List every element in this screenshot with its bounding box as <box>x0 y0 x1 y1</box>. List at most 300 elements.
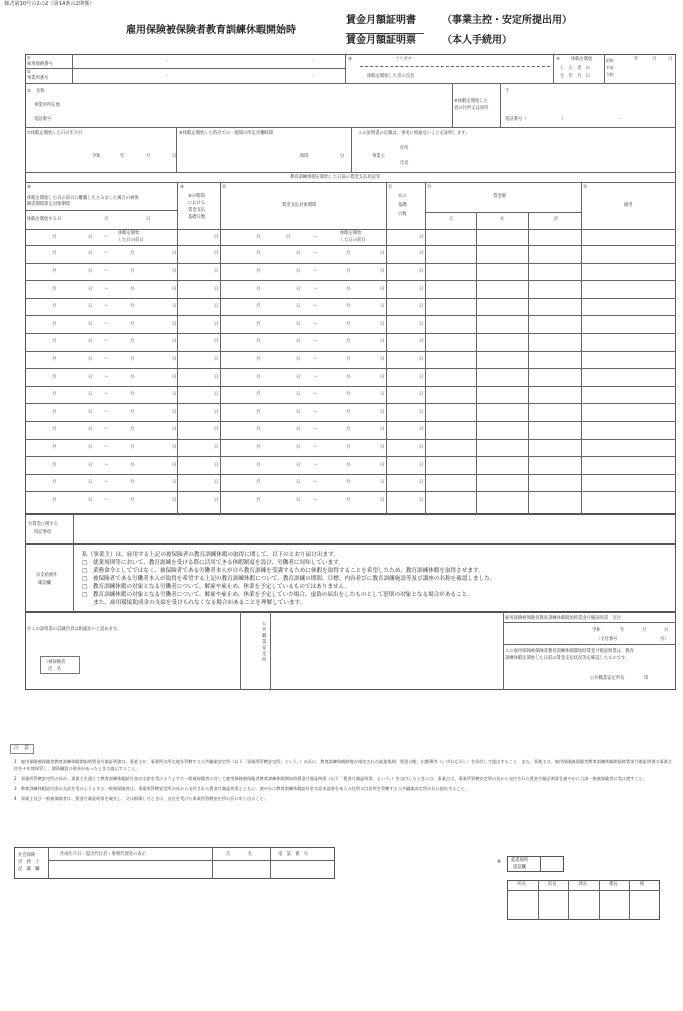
day-unit: 日 <box>172 268 177 274</box>
tilde: ～ <box>313 374 318 380</box>
month-unit: 月 <box>52 409 57 415</box>
table-row[interactable] <box>26 403 676 420</box>
field-num-3: ③ <box>348 57 352 62</box>
table-row[interactable] <box>26 298 676 315</box>
day-unit: 日 <box>419 235 424 240</box>
requirements-label: ⑯支給要件 <box>36 573 58 578</box>
day-unit: 日 <box>296 497 301 503</box>
table-row[interactable] <box>26 368 676 385</box>
month-unit: 月 <box>130 356 135 362</box>
note-item: 3 教育訓練休暇給付金の支給を受けようとする一般被保険者は、事業所管轄安定所の長から交付された賃金月額証明票とともに、速やかに教育訓練休暇給付金支給申請書を本人の住所又は居所を管轄する公共職業安定所の長に提出すること。 <box>14 786 469 791</box>
month-unit: 月 <box>130 286 135 292</box>
era-heisei: 平成 <box>606 65 614 70</box>
year-unit: 年 <box>634 57 639 62</box>
row-divider <box>425 212 581 213</box>
day-unit: 日 <box>419 374 424 380</box>
office-tel-label: 電話番号 <box>34 117 52 122</box>
col-divider <box>351 127 352 172</box>
day-unit: 日 <box>172 444 177 450</box>
day-unit: 日 <box>88 462 93 468</box>
row-divider <box>25 210 177 211</box>
day-unit: 日 <box>88 444 93 450</box>
office-number-label: 事業所番号 <box>27 76 49 81</box>
month-unit: 月 <box>130 497 135 503</box>
day-unit: 日 <box>296 304 301 310</box>
day-unit: 日 <box>88 392 93 398</box>
col-divider <box>240 612 241 690</box>
col-b-label: Ⓑ <box>500 217 505 222</box>
month-unit: 月 <box>256 268 261 274</box>
table-row[interactable] <box>26 456 676 473</box>
day-unit: 日 <box>214 427 219 433</box>
dash: - <box>312 59 314 64</box>
tilde: ～ <box>313 480 318 486</box>
col-divider <box>72 54 73 83</box>
tilde: ～ <box>104 286 109 292</box>
day-unit: 日 <box>419 427 424 433</box>
day-unit: 日 <box>88 339 93 345</box>
day-unit: 日 <box>172 462 177 468</box>
month-unit: 月 <box>346 480 351 486</box>
tilde: ～ <box>104 497 109 503</box>
table-row[interactable] <box>26 315 676 332</box>
month-unit: 月 <box>52 444 57 450</box>
tilde: ～ <box>104 251 109 257</box>
day-unit: 日 <box>380 304 385 310</box>
consultant-col-name: 氏 名 <box>226 852 252 857</box>
requirements-label: 確認欄 <box>38 581 51 586</box>
row-divider <box>25 83 676 84</box>
tilde: ～ <box>313 462 318 468</box>
start-day-label: 休暇を開始する日 <box>27 217 62 222</box>
day-unit: 日 <box>296 286 301 292</box>
month-unit: 月 <box>130 251 135 257</box>
declaration-checkbox[interactable]: □ 就業規則等において、教育訓練を受ける際に活用できる休暇制度を設け、労働者に周知しています。 <box>82 560 344 566</box>
table-row[interactable] <box>26 333 676 350</box>
pay-period-label: 賃金支払対象期間 <box>282 203 317 208</box>
row-divider <box>25 172 676 173</box>
table-row[interactable] <box>26 421 676 438</box>
receipt-title: 雇用保険被保険者教育訓練休暇開始時賃金月額証明書 交付 <box>505 616 622 621</box>
tilde: ～ <box>313 286 318 292</box>
address-label: ⑥休暇を開始した <box>454 99 488 104</box>
tilde: ～ <box>104 444 109 450</box>
consultant-label: 記 載 欄 <box>18 867 40 872</box>
field-num-12: ⑫ <box>388 185 393 190</box>
issue-number-close: 号） <box>660 637 669 642</box>
birthdate-label: 生 年 月 日 <box>560 74 591 79</box>
birthdate-label: 休暇を開始 <box>571 57 593 62</box>
col-a-label: Ⓐ <box>449 217 454 222</box>
declaration-checkbox[interactable]: □ 教育訓練休暇の対象となる労働者について、解雇や雇止め、休業を予定しているものではありません。 <box>82 584 351 590</box>
month-unit: 月 <box>346 356 351 362</box>
base-days-label-12: ⑪の <box>398 194 407 199</box>
tilde: ～ <box>104 356 109 362</box>
dash: - <box>166 59 168 64</box>
day-unit: 日 <box>419 392 424 398</box>
col-divider <box>176 127 177 172</box>
month-unit: 月 <box>256 321 261 327</box>
name-label: 休暇を開始した者の氏名 <box>367 74 415 79</box>
title-separator <box>346 33 424 34</box>
table-row[interactable] <box>26 491 676 508</box>
employer-label: 事業主 <box>372 154 385 159</box>
day-unit: 日 <box>419 339 424 345</box>
tilde: ～ <box>313 304 318 310</box>
tilde: ～ <box>313 268 318 274</box>
day-unit: 日 <box>172 374 177 380</box>
office-number-input[interactable] <box>72 69 344 82</box>
tel-dash: － <box>617 117 622 122</box>
consultant-input[interactable] <box>50 862 334 878</box>
day-unit: 日 <box>296 392 301 398</box>
day-unit: 日 <box>146 217 151 222</box>
tel-label: 電話番号（ <box>505 117 527 122</box>
month-unit: 月 <box>256 462 261 468</box>
row-divider <box>48 860 335 861</box>
era-reiwa: 令和 <box>606 72 614 77</box>
month-unit: 月 <box>130 304 135 310</box>
receipt-text: この雇用保険被保険者教育訓練休暇開始時賃金月額証明票は、教育 <box>505 649 634 654</box>
tilde: ～ <box>104 409 109 415</box>
field-num-9: ⑨ <box>27 185 31 190</box>
month-unit: 月 <box>256 251 261 257</box>
office-chief-label: 公共職業安定所長 <box>590 676 625 681</box>
day-unit: 日 <box>214 374 219 380</box>
row-divider <box>503 622 676 623</box>
month-unit: 月 <box>52 462 57 468</box>
receipt-text: 訓練休暇を開始した日前の賃金支払状況等を確認したものです。 <box>505 656 630 661</box>
month-unit: 月 <box>130 374 135 380</box>
employer-address-label: 住所 <box>400 146 409 151</box>
stamp-col-label: 課長 <box>578 882 588 887</box>
day-unit: 日 <box>296 251 301 257</box>
day-unit: 日 <box>88 374 93 380</box>
day-unit: 日 <box>380 251 385 257</box>
day-unit: 日 <box>296 321 301 327</box>
col-divider <box>48 847 49 879</box>
field-num-4: ④ <box>556 57 560 62</box>
row-divider <box>25 182 676 183</box>
field-num-13: ⑬ <box>427 185 432 190</box>
day-unit: 日 <box>214 462 219 468</box>
field-num-14: ⑭ <box>583 185 588 190</box>
day-unit: 日 <box>88 268 93 274</box>
month-unit: 月 <box>52 427 57 433</box>
day-unit: 日 <box>664 628 669 633</box>
day-unit: 日 <box>214 409 219 415</box>
col-divider <box>604 54 605 83</box>
day-unit: 日 <box>172 409 177 415</box>
notes-heading: 注 意 <box>14 745 30 751</box>
tilde: ～ <box>313 427 318 433</box>
remarks-label: 備考 <box>624 203 633 208</box>
table-row[interactable] <box>26 263 676 280</box>
col-divider <box>270 612 271 690</box>
month-unit: 月 <box>52 304 57 310</box>
consultant-label: 社会保険 <box>18 853 36 858</box>
insurance-number-label: 雇用保険番号 <box>27 62 53 67</box>
furigana-input[interactable] <box>360 55 550 66</box>
declaration-checkbox[interactable]: □ 教育訓練休暇の対象となる労働者について、解雇や雇止め、休業を予定していた場合、虚偽の届出をしたものとして罰則の対象となる場合があること、 <box>82 592 473 598</box>
month-unit: 月 <box>346 392 351 398</box>
day-unit: 日 <box>172 251 177 257</box>
stamp-col-label: 次長 <box>547 882 557 887</box>
stamp-col-label: 所長 <box>517 882 526 887</box>
col-divider <box>345 54 346 83</box>
employer-input[interactable] <box>412 142 674 170</box>
prev-day-label: した日の前日 <box>340 238 366 243</box>
day-unit: 日 <box>419 268 424 274</box>
table-row[interactable] <box>26 351 676 368</box>
wage-section-title: 教育訓練休暇を開始した日前の賃金支払状況等 <box>290 175 381 180</box>
special-notes-input[interactable] <box>75 516 674 542</box>
stamp-box[interactable] <box>600 891 629 919</box>
day-unit: 日 <box>214 251 219 257</box>
month-unit: 月 <box>52 356 57 362</box>
office-address-label: 事業所所在地 <box>34 103 60 108</box>
month-unit: 月 <box>346 321 351 327</box>
month-unit: 月 <box>642 628 647 633</box>
tilde: ～ <box>104 339 109 345</box>
stamp-box[interactable] <box>539 891 568 919</box>
office-stamp-label: 公共職業安定所 <box>262 622 267 663</box>
declaration-text <box>82 551 495 607</box>
table-row[interactable] <box>26 386 676 403</box>
month-unit: 月 <box>256 427 261 433</box>
field-num-1: ① <box>27 56 31 61</box>
month-unit: 月 <box>52 480 57 486</box>
day-unit: 日 <box>419 462 424 468</box>
col-divider <box>452 83 453 127</box>
month-unit: 月 <box>346 497 351 503</box>
certification-text: この証明書の記載は、事実に相違ないことを証明します。 <box>358 131 470 136</box>
employer-name-label: 氏名 <box>400 161 409 166</box>
day-unit: 日 <box>296 374 301 380</box>
month-unit: 月 <box>130 462 135 468</box>
issue-number-label: （交付番号 <box>596 637 618 642</box>
day-unit: 日 <box>419 286 424 292</box>
notes-list <box>14 758 674 805</box>
month-unit: 月 <box>130 480 135 486</box>
day-unit: 日 <box>296 409 301 415</box>
base-days-label-12: 基礎 <box>398 203 407 208</box>
month-unit: 月 <box>256 339 261 345</box>
insurance-number-input[interactable] <box>72 55 344 67</box>
base-days-label: における <box>188 201 206 206</box>
rules-confirm-label: 提認欄 <box>513 865 526 870</box>
day-unit: 日 <box>88 321 93 327</box>
month-unit: 月 <box>256 392 261 398</box>
month-unit: 月 <box>346 286 351 292</box>
day-unit: 日 <box>296 427 301 433</box>
day-unit: 日 <box>214 339 219 345</box>
month-unit: 月 <box>130 409 135 415</box>
table-row[interactable] <box>26 280 676 297</box>
day-unit: 日 <box>419 497 424 503</box>
tilde: ～ <box>313 497 318 503</box>
office-name-label: 名称 <box>36 89 45 94</box>
day-unit: 日 <box>88 427 93 433</box>
prev-day-label: した日の前日 <box>118 238 144 243</box>
month-unit: 月 <box>346 339 351 345</box>
table-row[interactable] <box>26 439 676 456</box>
consultant-col-tel: 電 話 番 号 <box>278 852 309 857</box>
col-divider <box>73 544 74 612</box>
day-unit: 日 <box>380 339 385 345</box>
month-unit: 月 <box>256 480 261 486</box>
day-unit: 日 <box>380 286 385 292</box>
base-days-label: 賃金支払 <box>188 208 206 213</box>
day-unit: 日 <box>296 444 301 450</box>
day-unit: 日 <box>380 392 385 398</box>
day-unit: 日 <box>172 392 177 398</box>
month-unit: 月 <box>346 304 351 310</box>
day-unit: 日 <box>419 409 424 415</box>
insured-label: （被保険者 <box>44 660 66 665</box>
start-date-label: ⑦休暇を開始した日の年月日 <box>27 131 83 136</box>
tel-paren: ） <box>561 117 566 122</box>
day-unit: 日 <box>172 286 177 292</box>
year-unit: 年 <box>620 628 625 633</box>
day-unit: 日 <box>380 462 385 468</box>
day-unit: 日 <box>172 497 177 503</box>
month-unit: 月 <box>346 462 351 468</box>
title-certificate: 賃金月額証明書 <box>346 15 416 26</box>
month-unit: 月 <box>130 321 135 327</box>
prev-day-label: 休暇を開始 <box>340 231 362 236</box>
day-unit: 日 <box>214 321 219 327</box>
month-unit: 月 <box>52 339 57 345</box>
day-unit: 日 <box>380 268 385 274</box>
row-divider <box>25 229 676 230</box>
month-unit: 月 <box>256 286 261 292</box>
day-unit: 日 <box>380 321 385 327</box>
period-label: 険者期間算定対象期間 <box>27 202 70 207</box>
table-row[interactable] <box>26 245 676 262</box>
day-unit: 日 <box>380 497 385 503</box>
day-unit: 日 <box>214 392 219 398</box>
address-input[interactable] <box>502 85 674 111</box>
month-unit: 月 <box>52 321 57 327</box>
stamp-box[interactable] <box>569 891 598 919</box>
month-unit: 月 <box>52 268 57 274</box>
day-unit: 日 <box>214 304 219 310</box>
month-unit: 月 <box>256 444 261 450</box>
day-unit: 日 <box>88 304 93 310</box>
table-row[interactable] <box>26 474 676 491</box>
special-notes-label: ⑮賃金に関する <box>28 522 59 527</box>
row-divider <box>503 644 676 645</box>
special-notes-label: 特記事項 <box>34 530 52 535</box>
col-divider <box>553 54 554 83</box>
tilde: ～ <box>313 444 318 450</box>
stamp-box[interactable] <box>508 891 537 919</box>
day-unit: 日 <box>419 356 424 362</box>
era-showa: 昭和 <box>606 58 614 63</box>
day-unit: 日 <box>296 268 301 274</box>
stamp-box[interactable] <box>630 891 659 919</box>
tilde: ～ <box>104 235 109 240</box>
day-unit: 日 <box>172 480 177 486</box>
day-unit: 日 <box>380 444 385 450</box>
rules-confirm-label: 就業規則 <box>511 858 529 863</box>
address-label: 者の住所又は居所 <box>454 106 489 111</box>
day-unit: 日 <box>214 444 219 450</box>
form-number: 様式第10号の2の2（第14条の2関係） <box>4 1 95 7</box>
month-unit: 月 <box>52 497 57 503</box>
tilde: ～ <box>104 321 109 327</box>
declaration-checkbox[interactable]: □ 被保険者である労働者本人が取得を希望する上記の教育訓練休暇について、教育訓練の期間、目標、内容並びに教育訓練施設等及び講座の名称を確認しました。 <box>82 576 496 582</box>
day-unit: 日 <box>296 480 301 486</box>
month-unit: 月 <box>346 374 351 380</box>
tilde: ～ <box>313 356 318 362</box>
month-unit: 月 <box>346 427 351 433</box>
day-unit: 日 <box>88 480 93 486</box>
hours-unit: 時間 <box>300 154 309 159</box>
day-unit: 日 <box>214 497 219 503</box>
stamp-col-label: 係長 <box>609 882 618 887</box>
field-num-10: ⑩ <box>180 185 184 190</box>
day-unit: 日 <box>419 304 424 310</box>
day-unit: 日 <box>380 356 385 362</box>
office-info-input[interactable] <box>72 85 450 125</box>
col-divider <box>73 514 74 544</box>
day-unit: 日 <box>380 409 385 415</box>
tilde: ～ <box>313 235 318 240</box>
month-unit: 月 <box>346 444 351 450</box>
tilde: ～ <box>313 392 318 398</box>
tilde: ～ <box>313 321 318 327</box>
month-unit: 月 <box>130 268 135 274</box>
declaration-checkbox[interactable]: □ 業務命令としてではなく、被保険者である労働者本人が自ら教育訓練を受講するために休暇を取得することを希望したため、教育訓練休暇を取得させます。 <box>82 568 484 574</box>
field-num-2: ② <box>27 70 31 75</box>
birthdate-input[interactable] <box>616 55 675 82</box>
declaration-line: 私（事業主）は、雇用する上記の被保険者の教育訓練休暇の取得に関して、以下のとおり届け出ます。 <box>82 552 339 558</box>
tilde: ～ <box>104 304 109 310</box>
title-copy-employer: （事業主控・安定所提出用） <box>442 15 572 26</box>
month-unit: 月 <box>104 217 109 222</box>
month-unit: 月 <box>256 304 261 310</box>
month-unit: 月 <box>146 154 151 159</box>
consultant-label: 労 務 士 <box>18 860 40 865</box>
confirm-text: ⑰この証明書の記載内容は相違ないと認めます。 <box>27 627 122 632</box>
day-unit: 日 <box>88 497 93 503</box>
col-divider <box>503 612 504 690</box>
month-unit: 月 <box>130 392 135 398</box>
day-unit: 日 <box>172 154 177 159</box>
day-unit: 日 <box>419 321 424 327</box>
col-total-label: 計 <box>554 217 559 222</box>
note-item: 2 事業所管轄安定所の長が、事業主を通じて教育訓練休暇給付金の支給を受けようとする一般被保険者に対して雇用保険被保険者教育訓練休暇開始時賃金月額証明票（以下「賃金月額証明票」という。）を交付したときには、事業主は、事業所管轄安定所の長から交付された賃金月額証明票を速やかに当該一般被保険者に受け渡すこと。 <box>14 776 647 781</box>
month-unit: 月 <box>256 235 261 240</box>
day-unit: 日 <box>419 251 424 257</box>
tilde: ～ <box>104 268 109 274</box>
month-unit: 月 <box>52 251 57 257</box>
day-unit: 日 <box>668 57 673 62</box>
month-unit: 月 <box>256 409 261 415</box>
day-unit: 日 <box>214 268 219 274</box>
col-divider <box>500 83 501 127</box>
col-divider <box>540 856 541 872</box>
office-use-mark: ※ <box>497 859 502 865</box>
day-unit: 日 <box>88 251 93 257</box>
day-unit: 日 <box>172 356 177 362</box>
field-num-11: ⑪ <box>222 185 227 190</box>
stamp-col-label: 係 <box>639 882 644 887</box>
tilde: ～ <box>313 339 318 345</box>
day-unit: 日 <box>172 304 177 310</box>
